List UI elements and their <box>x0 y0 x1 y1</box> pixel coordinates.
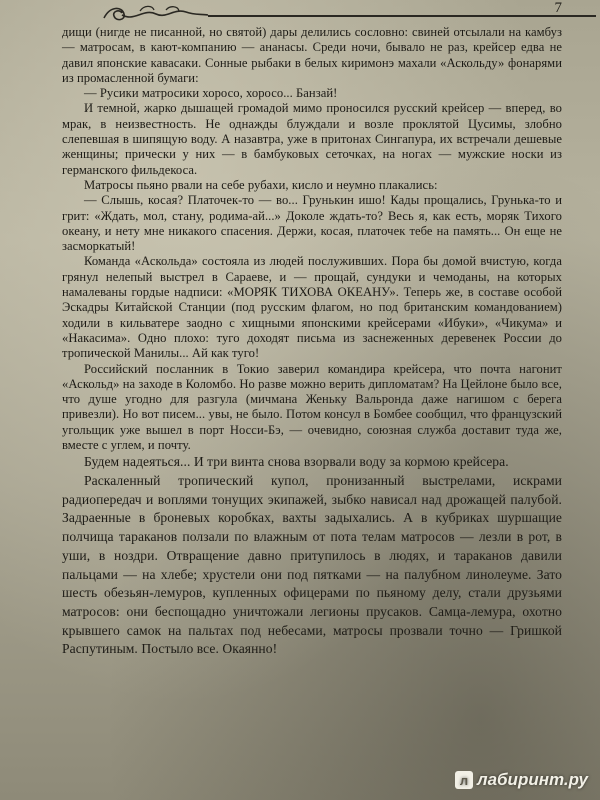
page-header <box>100 2 580 24</box>
paragraph: — Слышь, косая? Платочек-то — во... Грунькин ишо! Кады прощались, Грунька-то и грит: «Ждать, мол, стану, родима-ай...» Доколе ждать-то? Весь я, как есть, моряк Тихого океану, и нету мне никакого спасения. Держи, косая, платочек тебе на память... Он еще не засморкатый! <box>62 193 562 254</box>
labirint-logo-icon: л <box>455 771 473 789</box>
ornament-icon <box>100 2 210 24</box>
paragraph: Матросы пьяно рвали на себе рубахи, кисло и неумно плакались: <box>84 177 438 192</box>
paragraph: Команда «Аскольда» состояла из людей послуживших. Пора бы домой вчистую, когда грянул нелепый выстрел в Сараеве, и — прощай, сундуки и чемоданы, на которых намалеваны гордые надписи: «МОРЯК ТИХОВА ОКЕАНУ». Теперь же, в составе особой Эскадры Китайской Станции (под русским флагом, но под британским командованием) ходили в кильватере заодно с хищными японскими крейсерами «Ибуки», «Чикума» и «Накасима». Одно плохо: туго доходят письма из заснеженных деревенек России до тропической Манилы... Ай как туго! <box>62 254 562 361</box>
paragraph: — Русики матросики хоросо, хоросо... Банзай! <box>84 86 338 101</box>
paragraph: И темной, жарко дышащей громадой мимо проносился русский крейсер — вперед, во мрак, в неизвестность. Не однажды блуждали и возле проклятой Цусимы, злобно слепевшая в шипящую воду. А назавтра, уже в притонах Сингапура, их встречали дешевые женщины; прически у них — в бамбуковых сеточках, на ногах — мужские носки из германского фильдекоса. <box>62 101 562 177</box>
paragraph: Российский посланник в Токио заверил командира крейсера, что почта нагонит «Аскольд» на заходе в Коломбо. Но разве можно верить дипломатам? На Цейлоне было все, что душе угодно для разгула (мичмана Женьку Вальронда даже нагишом с берега привезли). Но вот писем... увы, не было. Потом консул в Бомбее сообщил, что французский угольщик уже вышел в порт Носси-Бэ, — очевидно, союзная служба доставит туда же, вместе с углем, и почту. <box>62 361 562 453</box>
paragraph: дищи (нигде не писанной, но святой) дары делились сословно: свиней отсылали на камбуз — матросам, в кают-компанию — ананасы. Среди ночи, бывало не раз, крейсер едва не давил японские кавасаки. Сонные рыбаки в белых киримонэ махали «Аскольду» фонарями из промасленной бумаги: <box>62 25 562 85</box>
header-rule <box>208 15 596 17</box>
paragraph: Будем надеяться... И три винта снова взорвали воду за кормою крейсера. <box>84 454 509 470</box>
watermark <box>455 770 588 790</box>
watermark-text: лабиринт.ру <box>477 770 588 789</box>
page-number: 7 <box>554 0 562 16</box>
paragraph: Раскаленный тропический купол, пронизанный выстрелами, искрами радиопередач и воплями тонущих экипажей, зыбко нависал над дрожащей палубой. Задраенные в броневых коробках, вахты задыхались. А в кубриках шуршащие полчища тараканов ползали по влажным от пота телам матросов — лезли в рот, в уши, в ноздри. Отвращение давно притупилось в людях, и тараканов давили пальцами — на хлебе; хрустели они под пятками — на палубном линолеуме. Зато шесть обезьян-лемуров, купленных офицерами по пьяному делу, стали друзьями матросов: они беспощадно уничтожали легионы прусаков. Самца-лемура, охотно крывшего самок на пальтах под небесами, матросы прозвали точно — Гришкой Распутиным. Постыло все. Окаянно! <box>62 473 562 657</box>
body-text <box>62 25 562 659</box>
